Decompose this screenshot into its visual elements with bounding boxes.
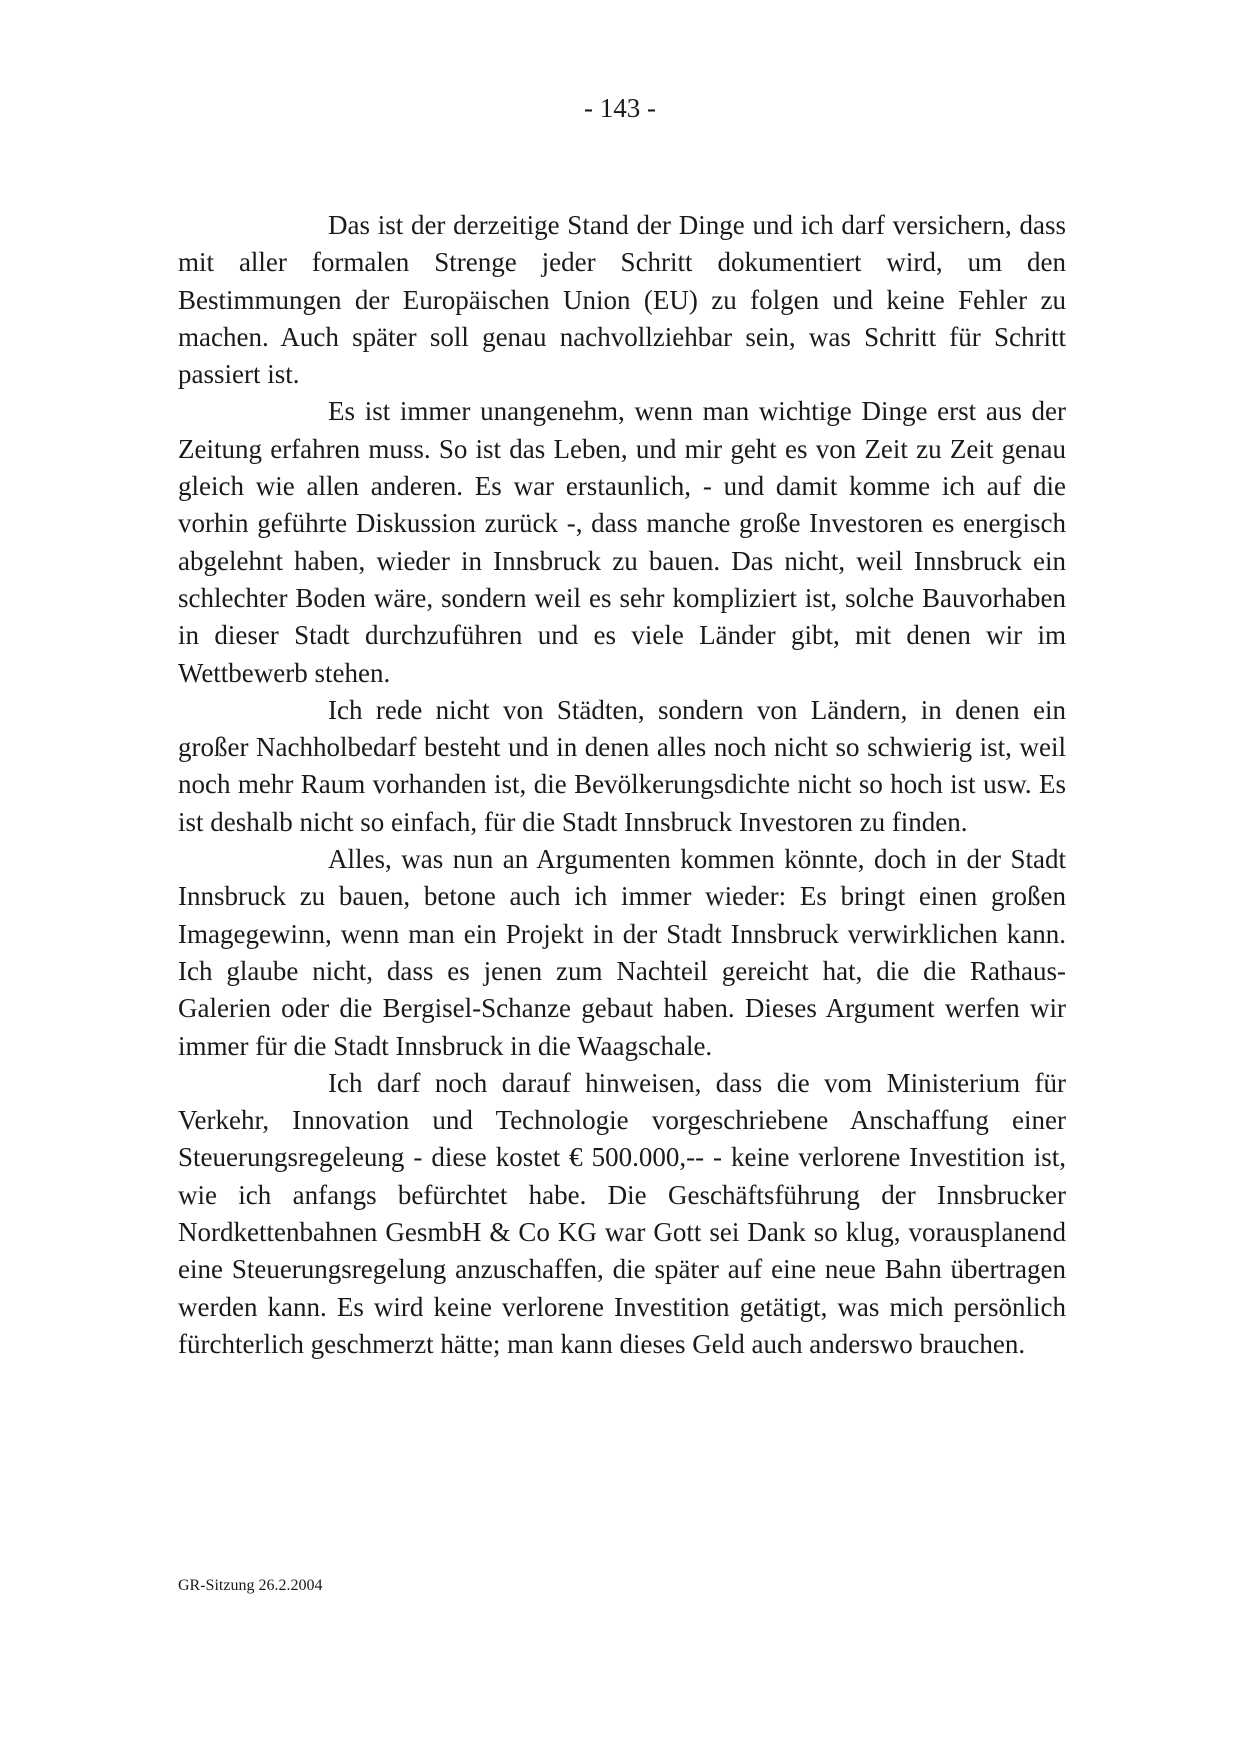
document-body <box>178 207 1066 1363</box>
footer-session-date: GR-Sitzung 26.2.2004 <box>178 1577 323 1594</box>
paragraph-4: Alles, was nun an Argumenten kommen könnte, doch in der Stadt Innsbruck zu bauen, betone auch ich immer wieder: Es bringt einen großen Imagegewinn, wenn man ein Projekt in der Stadt Innsbruck verwirklichen kann. Ich glaube nicht, dass es jenen zum Nachteil gereicht hat, die die Rathaus-Galerien oder die Bergisel-Schanze gebaut haben. Dieses Argument werfen wir immer für die Stadt Innsbruck in die Waagschale. <box>178 844 1066 1061</box>
paragraph-2: Es ist immer unangenehm, wenn man wichtige Dinge erst aus der Zeitung erfahren muss. So ist das Leben, und mir geht es von Zeit zu Zeit genau gleich wie allen anderen. Es war erstaunlich, - und damit komme ich auf die vorhin geführte Diskussion zurück -, dass manche große Investoren es energisch abgelehnt haben, wieder in Innsbruck zu bauen. Das nicht, weil Innsbruck ein schlechter Boden wäre, sondern weil es sehr kompliziert ist, solche Bauvorhaben in dieser Stadt durchzuführen und es viele Länder gibt, mit denen wir im Wettbewerb stehen. <box>178 396 1066 688</box>
paragraph-1: Das ist der derzeitige Stand der Dinge und ich darf versichern, dass mit aller formalen Strenge jeder Schritt dokumentiert wird, um den Bestimmungen der Europäischen Union (EU) zu folgen und keine Fehler zu machen. Auch später soll genau nachvollziehbar sein, was Schritt für Schritt passiert ist. <box>178 210 1066 390</box>
page-number: - 143 - <box>584 93 656 123</box>
paragraph-5: Ich darf noch darauf hinweisen, dass die vom Ministerium für Verkehr, Innovation und Technologie vorgeschriebene Anschaffung einer Steuerungsregeleung - diese kostet € 500.000,-- - keine verlorene Investition ist, wie ich anfangs befürchtet habe. Die Geschäftsführung der Innsbrucker Nordkettenbahnen GesmbH & Co KG war Gott sei Dank so klug, vorausplanend eine Steuerungsregelung anzuschaffen, die später auf eine neue Bahn übertragen werden kann. Es wird keine verlorene Investition getätigt, was mich persönlich fürchterlich geschmerzt hätte; man kann dieses Geld auch anderswo brauchen. <box>178 1067 1066 1359</box>
paragraph-3: Ich rede nicht von Städten, sondern von Ländern, in denen ein großer Nachholbedarf besteht und in denen alles noch nicht so schwierig ist, weil noch mehr Raum vorhanden ist, die Bevölkerungsdichte nicht so hoch ist usw. Es ist deshalb nicht so einfach, für die Stadt Innsbruck Investoren zu finden. <box>178 694 1066 837</box>
